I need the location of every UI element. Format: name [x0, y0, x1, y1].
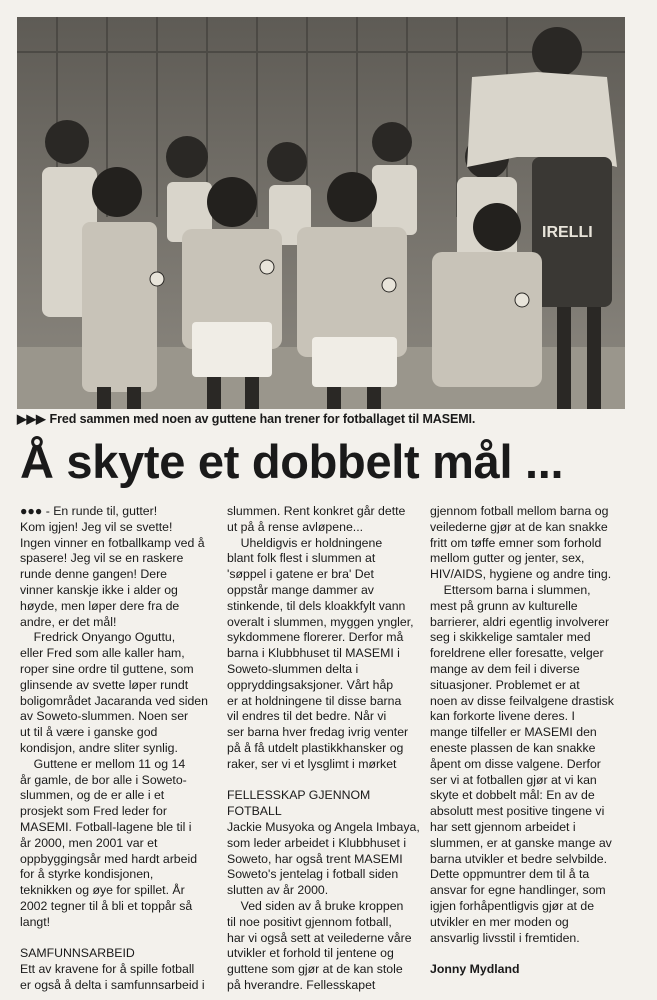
column-line: Soweto, har også trent MASEMI: [227, 851, 403, 866]
column-line: Soweto-slummen delta i: [227, 661, 359, 676]
column-line: oppstår mange dammer av: [227, 582, 374, 597]
subheading-samfunnsarbeid: SAMFUNNSARBEID: [20, 946, 135, 961]
column-line: barna utvikler et bedre selvbilde.: [430, 851, 608, 866]
column-line: mest på grunn av kulturelle: [430, 598, 578, 613]
column-line: åpent om disse valgene. Derfor: [430, 756, 601, 771]
column-line: HIV/AIDS, hygiene og andre ting.: [430, 567, 612, 582]
column-line: slummen, og de er alle i et: [20, 788, 165, 803]
column-line: igjen forhåpentligvis gjør at de: [430, 898, 595, 913]
column-line: ser barna hver fredag ivrig venter: [227, 725, 409, 740]
article-column-1: [20, 504, 218, 994]
column-line: er også å delta i samfunnsarbeid i: [20, 977, 205, 992]
column-line: kondisjon, andre sliter synlig.: [20, 740, 178, 755]
article-headline: Å skyte et dobbelt mål ...: [20, 435, 564, 488]
column-line: langt!: [20, 914, 51, 929]
column-line: noen av disse feilvalgene drastisk: [430, 693, 614, 708]
article-column-3: [430, 504, 630, 978]
column-line: på hverandre. Fellesskapet: [227, 977, 376, 992]
column-line: prosjekt som Fred leder for: [20, 804, 167, 819]
column-line: kan forkorte livene deres. I: [430, 709, 575, 724]
column-line: for å styrke kondisjonen,: [20, 867, 154, 882]
column-line: slummen, er at ganske mange av: [430, 835, 612, 850]
column-line: overalt i slummen, myggen yngler,: [227, 614, 414, 629]
column-line: Jackie Musyoka og Angela Imbaya,: [227, 819, 420, 834]
column-line: Ettersom barna i slummen,: [430, 582, 591, 597]
column-line: seg i skikkelige samtaler med: [430, 630, 591, 645]
column-line: Ingen vinner en fotballkamp ved å: [20, 535, 205, 550]
lead-bullets-icon: ●●●: [20, 504, 43, 518]
column-line: andre, er det mål!: [20, 614, 117, 629]
column-line: 2002 tegner til å bli et toppår så: [20, 898, 193, 913]
column-line: på å få utdelt plastikkhansker og: [227, 740, 404, 755]
column-line: sykdommene florerer. Derfor må: [227, 630, 404, 645]
column-line: vinner kanskje ikke i alder og: [20, 582, 178, 597]
column-line: har sett gjennom arbeidet i: [430, 819, 576, 834]
team-photo-illustration: [17, 17, 625, 409]
column-line: situasjoner. Problemet er at: [430, 677, 580, 692]
column-line: absolutt mest positive tingene vi: [430, 804, 605, 819]
column-line: er at holdningene til disse barna: [227, 693, 402, 708]
subheading-fellesskap: FELLESSKAP GJENNOM: [227, 788, 371, 803]
column-line: Fredrick Onyango Oguttu,: [20, 630, 176, 645]
column-line: ser vi at fotballen gjør at vi kan: [430, 772, 597, 787]
column-line: roper sine ordre til guttene, som: [20, 661, 194, 676]
team-photo: [17, 17, 625, 409]
column-line: mellom gutter og jenter, sex,: [430, 551, 585, 566]
column-line: boligområdet Jacaranda ved siden: [20, 693, 208, 708]
column-line: oppryddingsaksjoner. Vårt håp: [227, 677, 394, 692]
column-line: foreldrene eller foresatte, velger: [430, 646, 604, 661]
column-line: veilederne gjør at de kan snakke: [430, 519, 608, 534]
column-line: Dette oppmuntrer dem til å ta: [430, 867, 590, 882]
column-line: fritt om tøffe emner som forhold: [430, 535, 602, 550]
column-line: Ved siden av å bruke kroppen: [227, 898, 404, 913]
subheading-fellesskap-2: FOTBALL: [227, 804, 282, 819]
column-line: år 2000, men 2001 var et: [20, 835, 158, 850]
caption-arrows-icon: ▶▶▶: [17, 412, 46, 426]
column-line: gjennom fotball mellom barna og: [430, 504, 609, 518]
column-line: ut til å være i ganske god: [20, 725, 158, 740]
column-line: ●●● - En runde til, gutter!: [20, 504, 158, 518]
column-line: mange av dem feil i diverse: [430, 661, 580, 676]
column-line: oppbyggingsår med hardt arbeid: [20, 851, 198, 866]
caption-text: Fred sammen med noen av guttene han trener for fotballaget til MASEMI.: [49, 412, 476, 426]
column-line: år gamle, de bor alle i Soweto-: [20, 772, 187, 787]
column-line: Soweto's jentelag i fotball siden: [227, 867, 399, 882]
column-line: Uheldigvis er holdningene: [227, 535, 383, 550]
column-line: høyde, men løper dere fra de: [20, 598, 180, 613]
author-byline: Jonny Mydland: [430, 962, 520, 977]
column-line: som leder arbeidet i Klubbhuset i: [227, 835, 407, 850]
column-line: eneste plassen de kan snakke: [430, 740, 596, 755]
article-column-2: [227, 504, 423, 994]
column-line: MASEMI. Fotball-lagene ble til i: [20, 819, 192, 834]
column-line: har vi også sett at veilederne våre: [227, 930, 412, 945]
column-line: ut på å rense avløpene...: [227, 519, 364, 534]
column-line: til noe positivt gjennom fotball,: [227, 914, 392, 929]
column-line: teknikken og øye for spillet. År: [20, 883, 185, 898]
column-line: barrierer, aldri egentlig involverer: [430, 614, 610, 629]
column-line: runde denne gangen! Dere: [20, 567, 167, 582]
column-line: vil endres til det bedre. Når vi: [227, 709, 387, 724]
column-line: mange tilfeller er MASEMI den: [430, 725, 597, 740]
photo-caption: [17, 411, 637, 426]
column-line: glinsende av svette løper rundt: [20, 677, 189, 692]
column-line: slutten av år 2000.: [227, 883, 329, 898]
column-line: skyte et dobbelt mål: En av de: [430, 788, 595, 803]
column-line: ansvar for egne handlinger, som: [430, 883, 606, 898]
column-line: guttene som gjør at de kan stole: [227, 962, 403, 977]
column-line: eller Fred som alle kaller ham,: [20, 646, 185, 661]
shirt-print-text: IRELLI: [542, 224, 593, 241]
column-line: Ett av kravene for å spille fotball: [20, 962, 195, 977]
column-line: ansvarlig livsstil i fremtiden.: [430, 930, 580, 945]
column-line: utvikler et forhold til jentene og: [227, 946, 394, 961]
column-line: stinkende, til dels kloakkfylt vann: [227, 598, 406, 613]
column-line: raker, ser vi et lysglimt i mørket: [227, 756, 397, 771]
column-line: blant folk flest i slummen at: [227, 551, 376, 566]
column-line: utvikler en mer moden og: [430, 914, 569, 929]
column-line: slummen. Rent konkret går dette: [227, 504, 406, 518]
column-line: 'søppel i gatene er bra' Det: [227, 567, 374, 582]
column-line: Guttene er mellom 11 og 14: [20, 756, 186, 771]
column-line: barna i Klubbhuset til MASEMI i: [227, 646, 400, 661]
column-line: Kom igjen! Jeg vil se svette!: [20, 519, 173, 534]
column-line: spasere! Jeg vil se en raskere: [20, 551, 184, 566]
column-line: av Soweto-slummen. Noen ser: [20, 709, 189, 724]
